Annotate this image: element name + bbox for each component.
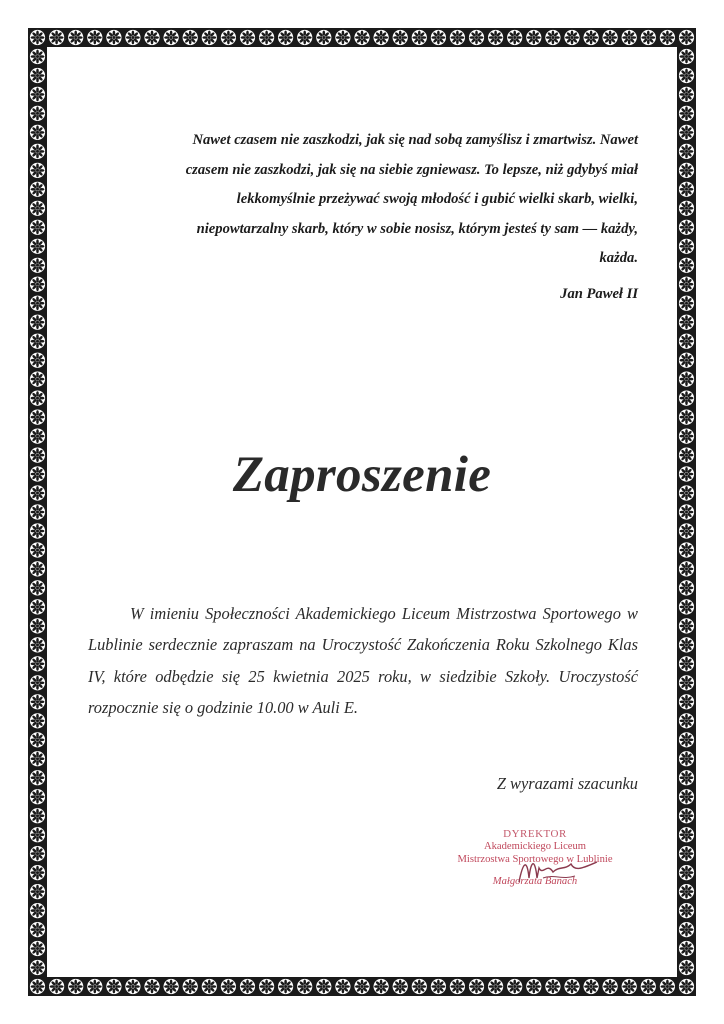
flower-icon — [679, 182, 694, 197]
flower-icon — [297, 979, 312, 994]
flower-icon — [183, 979, 198, 994]
flower-icon — [30, 429, 45, 444]
flower-icon — [278, 30, 293, 45]
flower-icon — [679, 485, 694, 500]
flower-icon — [30, 960, 45, 975]
flower-icon — [679, 504, 694, 519]
flower-icon — [679, 884, 694, 899]
flower-icon — [49, 979, 64, 994]
flower-icon — [30, 523, 45, 538]
flower-icon — [469, 979, 484, 994]
flower-icon — [679, 675, 694, 690]
flower-icon — [30, 485, 45, 500]
flower-icon — [30, 808, 45, 823]
flower-icon — [297, 30, 312, 45]
flower-icon — [164, 979, 179, 994]
flower-icon — [679, 410, 694, 425]
flower-icon — [679, 751, 694, 766]
page-title: Zaproszenie — [232, 447, 492, 503]
flower-icon — [30, 922, 45, 937]
invitation-paragraph: W imieniu Społeczności Akademickiego Liceum Mistrzostwa Sportowego w Lublinie serdecznie zapraszam na Uroczystość Zakończenia Roku Szkolnego Klas IV, które odbędzie się 25 kwietnia 2025 roku, w siedzibie Szkoły. Uroczystość rozpocznie się o godzinie 10.00 w Auli E. — [88, 604, 638, 717]
flower-icon — [679, 523, 694, 538]
quote-line: czasem nie zaszkodzi, jak się na siebie zgniewasz. To lepsze, niż gdybyś miał — [185, 161, 638, 178]
flower-icon — [603, 30, 618, 45]
flower-icon — [679, 922, 694, 937]
flower-icon — [87, 30, 102, 45]
invitation-body — [88, 598, 638, 723]
flower-icon — [30, 353, 45, 368]
flower-icon — [584, 30, 599, 45]
flower-icon — [259, 30, 274, 45]
flower-icon — [30, 561, 45, 576]
flower-icon — [679, 941, 694, 956]
flower-icon — [564, 30, 579, 45]
flower-icon — [679, 637, 694, 652]
flower-icon — [679, 808, 694, 823]
flower-icon — [30, 49, 45, 64]
flower-icon — [679, 599, 694, 614]
flower-icon — [641, 30, 656, 45]
flower-icon — [660, 30, 675, 45]
flower-icon — [68, 979, 83, 994]
flower-icon — [30, 675, 45, 690]
flower-icon — [30, 466, 45, 481]
flower-icon — [240, 979, 255, 994]
flower-icon — [679, 315, 694, 330]
flower-icon — [679, 561, 694, 576]
flower-icon — [622, 979, 637, 994]
flower-icon — [679, 49, 694, 64]
flower-icon — [679, 296, 694, 311]
flower-icon — [221, 979, 236, 994]
flower-icon — [507, 979, 522, 994]
flower-icon — [488, 979, 503, 994]
flower-icon — [393, 979, 408, 994]
flower-icon — [30, 391, 45, 406]
flower-icon — [679, 466, 694, 481]
quote-line: Nawet czasem nie zaszkodzi, jak się nad sobą zamyślisz i zmartwisz. Nawet — [192, 132, 638, 148]
flower-icon — [679, 68, 694, 83]
flower-icon — [278, 979, 293, 994]
flower-icon — [679, 827, 694, 842]
stamp-name: Małgorzata Banach — [492, 876, 578, 888]
flower-icon — [202, 979, 217, 994]
flower-icon — [30, 220, 45, 235]
flower-icon — [30, 884, 45, 899]
flower-icon — [679, 732, 694, 747]
flower-icon — [30, 846, 45, 861]
flower-icon — [526, 979, 541, 994]
flower-icon — [679, 542, 694, 557]
flower-icon — [679, 125, 694, 140]
flower-icon — [30, 410, 45, 425]
flower-icon — [679, 429, 694, 444]
flower-icon — [450, 979, 465, 994]
flower-icon — [68, 30, 83, 45]
quote-block — [118, 126, 638, 309]
flower-icon — [354, 979, 369, 994]
flower-icon — [30, 277, 45, 292]
flower-icon — [335, 30, 350, 45]
flower-icon — [316, 979, 331, 994]
flower-icon — [641, 979, 656, 994]
flower-icon — [30, 618, 45, 633]
flower-icon — [30, 30, 45, 45]
flower-icon — [679, 960, 694, 975]
flower-icon — [30, 542, 45, 557]
flower-icon — [469, 30, 484, 45]
flower-icon — [393, 30, 408, 45]
stamp-school: Akademickiego Liceum — [483, 841, 587, 853]
flower-icon — [679, 220, 694, 235]
flower-icon — [412, 30, 427, 45]
flower-icon — [30, 599, 45, 614]
flower-icon — [603, 979, 618, 994]
flower-icon — [164, 30, 179, 45]
flower-icon — [660, 979, 675, 994]
flower-icon — [316, 30, 331, 45]
flower-icon — [679, 87, 694, 102]
handwritten-signature — [513, 848, 603, 892]
document-page — [48, 48, 676, 974]
flower-icon — [30, 789, 45, 804]
flower-icon — [374, 30, 389, 45]
flower-icon — [679, 979, 694, 994]
flower-icon — [679, 258, 694, 273]
flower-icon — [679, 334, 694, 349]
flower-icon — [679, 201, 694, 216]
flower-icon — [545, 30, 560, 45]
flower-icon — [679, 106, 694, 121]
flower-icon — [125, 979, 140, 994]
flower-icon — [30, 732, 45, 747]
flower-icon — [144, 30, 159, 45]
flower-icon — [507, 30, 522, 45]
flower-icon — [30, 903, 45, 918]
flower-icon — [412, 979, 427, 994]
flower-icon — [584, 979, 599, 994]
flower-icon — [679, 448, 694, 463]
flower-icon — [30, 504, 45, 519]
flower-icon — [545, 979, 560, 994]
flower-icon — [354, 30, 369, 45]
flower-icon — [30, 770, 45, 785]
flower-icon — [564, 979, 579, 994]
flower-icon — [30, 751, 45, 766]
flower-icon — [679, 770, 694, 785]
flower-icon — [679, 353, 694, 368]
closing-line: Z wyrazami szacunku — [496, 774, 638, 793]
flower-icon — [202, 30, 217, 45]
flower-icon — [431, 979, 446, 994]
flower-icon — [679, 144, 694, 159]
flower-icon — [125, 30, 140, 45]
flower-icon — [30, 827, 45, 842]
flower-icon — [49, 30, 64, 45]
flower-icon — [30, 163, 45, 178]
flower-icon — [30, 87, 45, 102]
flower-icon — [259, 979, 274, 994]
flower-icon — [183, 30, 198, 45]
flower-icon — [30, 580, 45, 595]
flower-icon — [30, 941, 45, 956]
flower-icon — [87, 979, 102, 994]
flower-icon — [30, 448, 45, 463]
flower-icon — [431, 30, 446, 45]
flower-icon — [30, 865, 45, 880]
flower-icon — [30, 258, 45, 273]
quote-line: każda. — [599, 250, 638, 266]
flower-icon — [30, 144, 45, 159]
flower-icon — [240, 30, 255, 45]
quote-line: niepowtarzalny skarb, który w sobie nosisz, którym jesteś ty sam — każdy, — [196, 220, 638, 237]
flower-icon — [679, 694, 694, 709]
flower-icon — [30, 125, 45, 140]
flower-icon — [30, 201, 45, 216]
flower-icon — [450, 30, 465, 45]
flower-icon — [30, 656, 45, 671]
flower-icon — [30, 979, 45, 994]
flower-icon — [374, 979, 389, 994]
flower-icon — [679, 618, 694, 633]
quote-author: Jan Paweł II — [560, 285, 638, 302]
flower-icon — [30, 637, 45, 652]
flower-icon — [679, 372, 694, 387]
flower-icon — [30, 713, 45, 728]
flower-icon — [679, 239, 694, 254]
flower-icon — [30, 334, 45, 349]
flower-icon — [221, 30, 236, 45]
flower-icon — [30, 106, 45, 121]
flower-icon — [679, 391, 694, 406]
flower-icon — [679, 656, 694, 671]
flower-icon — [335, 979, 350, 994]
flower-icon — [144, 979, 159, 994]
flower-icon — [488, 30, 503, 45]
flower-icon — [679, 580, 694, 595]
flower-icon — [679, 163, 694, 178]
flower-icon — [679, 865, 694, 880]
flower-icon — [106, 30, 121, 45]
flower-icon — [30, 372, 45, 387]
flower-icon — [30, 239, 45, 254]
flower-icon — [30, 315, 45, 330]
flower-icon — [30, 296, 45, 311]
flower-icon — [30, 694, 45, 709]
flower-icon — [30, 68, 45, 83]
flower-icon — [526, 30, 541, 45]
flower-icon — [679, 789, 694, 804]
flower-icon — [679, 846, 694, 861]
stamp-school-city: Mistrzostwa Sportowego w Lublinie — [457, 853, 613, 865]
flower-icon — [679, 903, 694, 918]
flower-icon — [679, 277, 694, 292]
quote-line: lekkomyślnie przeżywać swoją młodość i gubić wielki skarb, wielki, — [236, 191, 638, 207]
flower-icon — [30, 182, 45, 197]
flower-icon — [106, 979, 121, 994]
stamp-title: DYREKTOR — [503, 828, 567, 840]
flower-icon — [622, 30, 637, 45]
flower-icon — [679, 30, 694, 45]
flower-icon — [679, 713, 694, 728]
